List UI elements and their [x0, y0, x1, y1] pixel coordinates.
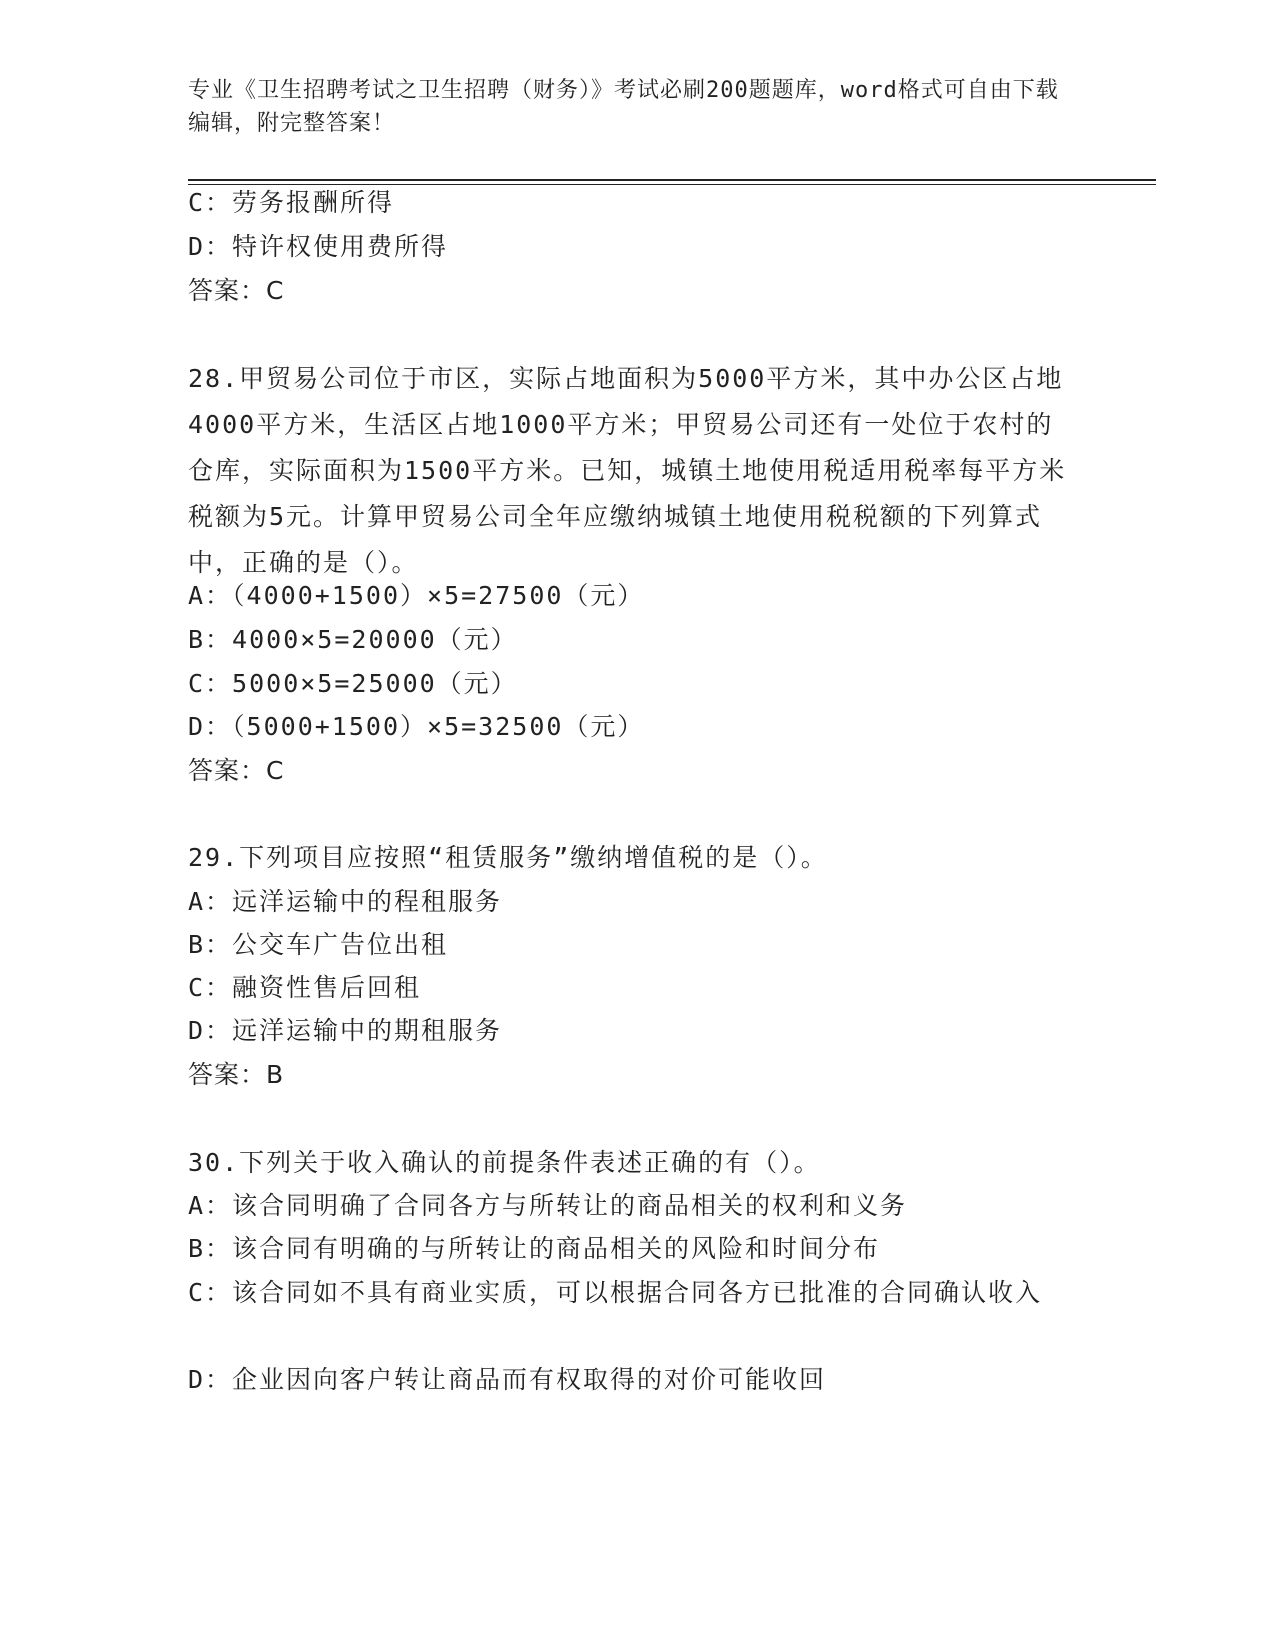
page-header: 专业《卫生招聘考试之卫生招聘（财务）》考试必刷200题题库，word格式可自由下载编辑，附完整答案！	[188, 78, 1059, 136]
q30-option-d: D：企业因向客户转让商品而有权取得的对价可能收回	[188, 1365, 827, 1394]
q30-stem: 30.下列关于收入确认的前提条件表述正确的有（）。	[188, 1148, 821, 1177]
q28-option-c: C：5000×5=25000（元）	[188, 669, 518, 698]
prev-option-c: C：劳务报酬所得	[188, 188, 395, 217]
q28-option-a: A：（4000+1500）×5=27500（元）	[188, 581, 645, 610]
q28-option-b: B：4000×5=20000（元）	[188, 625, 518, 654]
q29-option-d: D：远洋运输中的期租服务	[188, 1016, 503, 1045]
q30-option-b: B：该合同有明确的与所转让的商品相关的风险和时间分布	[188, 1234, 881, 1263]
q29-option-a: A：远洋运输中的程租服务	[188, 887, 503, 916]
q29-option-c: C：融资性售后回租	[188, 973, 422, 1002]
q28-stem: 28.甲贸易公司位于市区，实际占地面积为5000平方米，其中办公区占地4000平方米，生活区占地1000平方米；甲贸易公司还有一处位于农村的仓库，实际面积为1500平方米。已知，城镇土地使用税适用税率每平方米税额为5元。计算甲贸易公司全年应缴纳城镇土地使用税税额的下列算式中，正确的是（）。	[188, 364, 1067, 577]
prev-answer: 答案：C	[188, 276, 285, 305]
q29-answer: 答案：B	[188, 1060, 285, 1089]
q28-answer: 答案：C	[188, 756, 285, 785]
q30-option-a: A：该合同明确了合同各方与所转让的商品相关的权利和义务	[188, 1191, 908, 1220]
prev-option-d: D：特许权使用费所得	[188, 232, 449, 261]
q30-option-c: C：该合同如不具有商业实质，可以根据合同各方已批准的合同确认收入	[188, 1278, 1043, 1307]
q29-stem: 29.下列项目应按照“租赁服务”缴纳增值税的是（）。	[188, 843, 828, 872]
q29-option-b: B：公交车广告位出租	[188, 930, 449, 959]
q28-option-d: D：（5000+1500）×5=32500（元）	[188, 712, 645, 741]
